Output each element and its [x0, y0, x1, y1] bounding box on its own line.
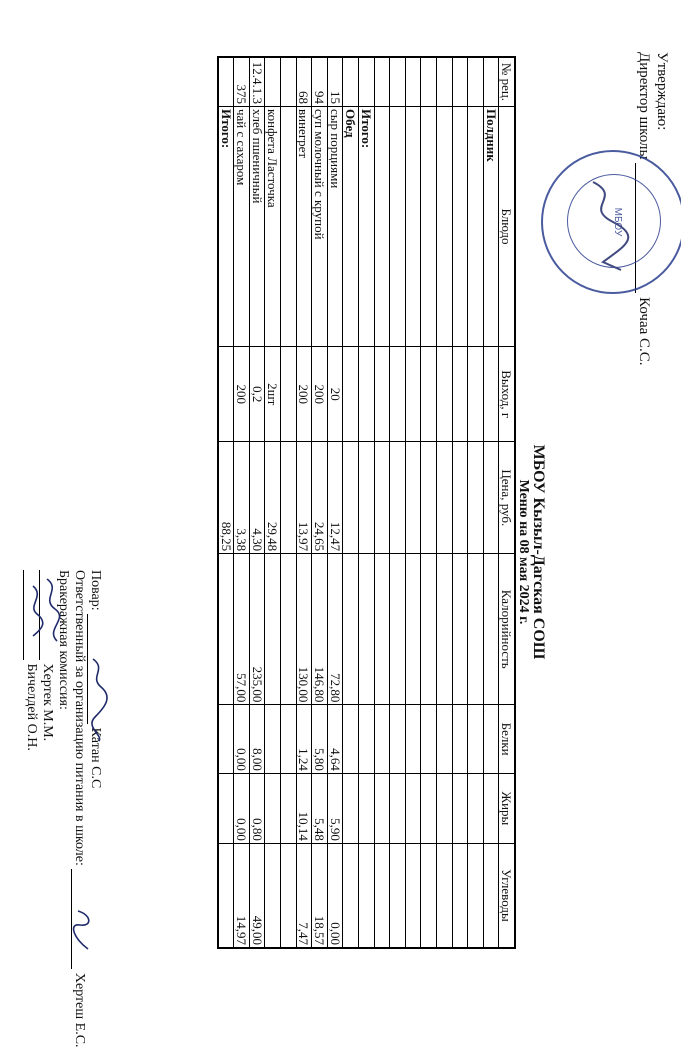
rec-cell [437, 57, 453, 107]
menu-table [217, 56, 516, 949]
prot-cell [281, 705, 297, 773]
price-cell: 3,38 [234, 442, 250, 554]
fat-cell [421, 773, 437, 843]
school-title: МБОУ Кызыл-Дагская СОШ [530, 444, 547, 660]
rec-cell: 94 [312, 57, 328, 107]
prot-cell [421, 705, 437, 773]
dish-cell: хлеб пшеничный [249, 107, 265, 347]
carb-cell: 14,97 [234, 843, 250, 948]
empty-cell [343, 347, 359, 442]
prot-cell [437, 705, 453, 773]
table-row [296, 57, 312, 948]
dish-cell: чай с сахаром [234, 107, 250, 347]
empty-cell [483, 843, 499, 948]
director-label: Директор школы [636, 52, 652, 160]
out-cell: 200 [296, 347, 312, 442]
fat-cell [405, 773, 421, 843]
table-row [234, 57, 250, 948]
fat-cell [452, 773, 468, 843]
empty-cell [483, 773, 499, 843]
carb-cell: 0,00 [327, 843, 343, 948]
table-row [390, 57, 406, 948]
rec-cell [468, 57, 484, 107]
empty-cell [359, 773, 375, 843]
prot-cell: 8,00 [249, 705, 265, 773]
table-row [312, 57, 328, 948]
carb-cell [390, 843, 406, 948]
carb-cell [405, 843, 421, 948]
dish-cell: сыр порциями [327, 107, 343, 347]
fat-cell [374, 773, 390, 843]
table-row [374, 57, 390, 948]
out-cell [468, 347, 484, 442]
rec-cell: 15 [327, 57, 343, 107]
fat-cell [265, 773, 281, 843]
carb-cell: 18,57 [312, 843, 328, 948]
fat-cell: 5,90 [327, 773, 343, 843]
carb-cell: 49,00 [249, 843, 265, 948]
empty-cell [343, 554, 359, 705]
empty-cell [359, 554, 375, 705]
carb-cell [421, 843, 437, 948]
carb-cell [452, 843, 468, 948]
member1-name: Хертек М.М. [40, 663, 55, 742]
rec-cell [343, 57, 359, 107]
rec-cell: 68 [296, 57, 312, 107]
fat-cell: 10,14 [296, 773, 312, 843]
out-cell: 20 [327, 347, 343, 442]
empty-cell [218, 554, 234, 705]
total-row [218, 57, 234, 948]
dish-cell [390, 107, 406, 347]
price-cell: 4,30 [249, 442, 265, 554]
price-cell: 12,47 [327, 442, 343, 554]
responsible-label: Ответственный за организацию питания в школе: [72, 570, 87, 866]
total-price [359, 442, 375, 554]
out-cell: 0,2 [249, 347, 265, 442]
rec-cell [281, 57, 297, 107]
empty-cell [218, 705, 234, 773]
table-row [249, 57, 265, 948]
dish-cell: винегрет [296, 107, 312, 347]
fat-cell: 0,80 [249, 773, 265, 843]
price-cell [281, 442, 297, 554]
member2-signature-icon [23, 580, 47, 640]
responsible-line [71, 570, 87, 1048]
dish-cell [468, 107, 484, 347]
director-signature-icon [543, 152, 681, 292]
out-cell [452, 347, 468, 442]
col-kcal: Калорийность [499, 554, 515, 705]
cook-label: Повар: [88, 570, 103, 611]
header-row [499, 57, 515, 948]
kcal-cell [390, 554, 406, 705]
menu-table-body [218, 57, 499, 948]
kcal-cell [421, 554, 437, 705]
rec-cell: 12.4.1.3 [249, 57, 265, 107]
col-carb: Углеводы [499, 843, 515, 948]
kcal-cell [265, 554, 281, 705]
table-row [452, 57, 468, 948]
empty-cell [483, 442, 499, 554]
price-cell [421, 442, 437, 554]
prot-cell [374, 705, 390, 773]
prot-cell: 4,64 [327, 705, 343, 773]
empty-cell [343, 442, 359, 554]
table-row [405, 57, 421, 948]
carb-cell [281, 843, 297, 948]
kcal-cell: 146,80 [312, 554, 328, 705]
prot-cell: 1,24 [296, 705, 312, 773]
out-cell: 200 [312, 347, 328, 442]
price-cell [468, 442, 484, 554]
out-cell [405, 347, 421, 442]
rec-cell [405, 57, 421, 107]
empty-cell [483, 347, 499, 442]
empty-cell [218, 773, 234, 843]
rec-cell [265, 57, 281, 107]
col-rec: № рец. [499, 57, 515, 107]
rec-cell [390, 57, 406, 107]
price-cell [374, 442, 390, 554]
empty-cell [359, 843, 375, 948]
empty-cell [343, 705, 359, 773]
prot-cell [468, 705, 484, 773]
price-cell [390, 442, 406, 554]
dish-cell [437, 107, 453, 347]
dish-cell [374, 107, 390, 347]
cook-signature-icon [85, 655, 111, 745]
fat-cell [281, 773, 297, 843]
table-row [437, 57, 453, 948]
rec-cell [218, 57, 234, 107]
out-cell [281, 347, 297, 442]
section-header-row [483, 57, 499, 948]
kcal-cell: 72,80 [327, 554, 343, 705]
total-label: Итого: [218, 107, 234, 347]
total-price: 88,25 [218, 442, 234, 554]
rec-cell [374, 57, 390, 107]
fat-cell [437, 773, 453, 843]
total-row [359, 57, 375, 948]
prot-cell [405, 705, 421, 773]
empty-cell [343, 773, 359, 843]
carb-cell [265, 843, 281, 948]
rec-cell [359, 57, 375, 107]
kcal-cell [281, 554, 297, 705]
carb-cell [374, 843, 390, 948]
table-row [265, 57, 281, 948]
stamp-text: МБОУ [612, 207, 623, 237]
responsible-signature-icon [70, 905, 96, 955]
prot-cell [452, 705, 468, 773]
price-cell [437, 442, 453, 554]
carb-cell [437, 843, 453, 948]
section-title: Полдник [483, 107, 499, 347]
price-cell [405, 442, 421, 554]
col-out: Выход, г [499, 347, 515, 442]
empty-cell [483, 705, 499, 773]
carb-cell [468, 843, 484, 948]
school-stamp [541, 150, 681, 294]
total-label: Итого: [359, 107, 375, 347]
fat-cell: 5,48 [312, 773, 328, 843]
kcal-cell: 235,00 [249, 554, 265, 705]
commission-label: Бракеражная комиссия: [56, 570, 71, 710]
kcal-cell [437, 554, 453, 705]
menu-date: Меню на 08 мая 2024 г. [516, 479, 531, 625]
price-cell: 29,48 [265, 442, 281, 554]
out-cell: 200 [234, 347, 250, 442]
fat-cell [390, 773, 406, 843]
section-title: Обед [343, 107, 359, 347]
price-cell: 13,97 [296, 442, 312, 554]
dish-cell [405, 107, 421, 347]
kcal-cell [468, 554, 484, 705]
rec-cell: 375 [234, 57, 250, 107]
prot-cell: 5,80 [312, 705, 328, 773]
empty-cell [483, 554, 499, 705]
rec-cell [421, 57, 437, 107]
kcal-cell [374, 554, 390, 705]
table-row [468, 57, 484, 948]
col-dish: Блюдо [499, 107, 515, 347]
prot-cell [390, 705, 406, 773]
out-cell [437, 347, 453, 442]
kcal-cell: 130,00 [296, 554, 312, 705]
out-cell [218, 347, 234, 442]
table-row [281, 57, 297, 948]
prot-cell: 0,00 [234, 705, 250, 773]
out-cell [421, 347, 437, 442]
director-name: Кочаа С.С. [636, 297, 652, 366]
col-fat: Жиры [499, 773, 515, 843]
dish-cell [281, 107, 297, 347]
dish-cell [421, 107, 437, 347]
approval-label: Утверждаю: [654, 52, 670, 131]
dish-cell: суп молочный с крупой [312, 107, 328, 347]
empty-cell [359, 705, 375, 773]
kcal-cell [405, 554, 421, 705]
price-cell: 24,65 [312, 442, 328, 554]
price-cell [452, 442, 468, 554]
cook-name: Катан С.С [88, 727, 103, 789]
kcal-cell [452, 554, 468, 705]
carb-cell: 7,47 [296, 843, 312, 948]
dish-cell: конфета Ласточка [265, 107, 281, 347]
fat-cell [468, 773, 484, 843]
empty-cell [343, 843, 359, 948]
responsible-name: Хертеш Е.С. [72, 972, 87, 1048]
col-price: Цена, руб. [499, 442, 515, 554]
out-cell [374, 347, 390, 442]
prot-cell [265, 705, 281, 773]
kcal-cell: 57,00 [234, 554, 250, 705]
table-row [421, 57, 437, 948]
empty-cell [218, 843, 234, 948]
rec-cell [483, 57, 499, 107]
section-header-row [343, 57, 359, 948]
member2-name: Бичелдей О.Н. [24, 663, 39, 751]
dish-cell [452, 107, 468, 347]
out-cell [359, 347, 375, 442]
out-cell: 2шт [265, 347, 281, 442]
col-prot: Белки [499, 705, 515, 773]
out-cell [390, 347, 406, 442]
rec-cell [452, 57, 468, 107]
table-row [327, 57, 343, 948]
fat-cell: 0,00 [234, 773, 250, 843]
